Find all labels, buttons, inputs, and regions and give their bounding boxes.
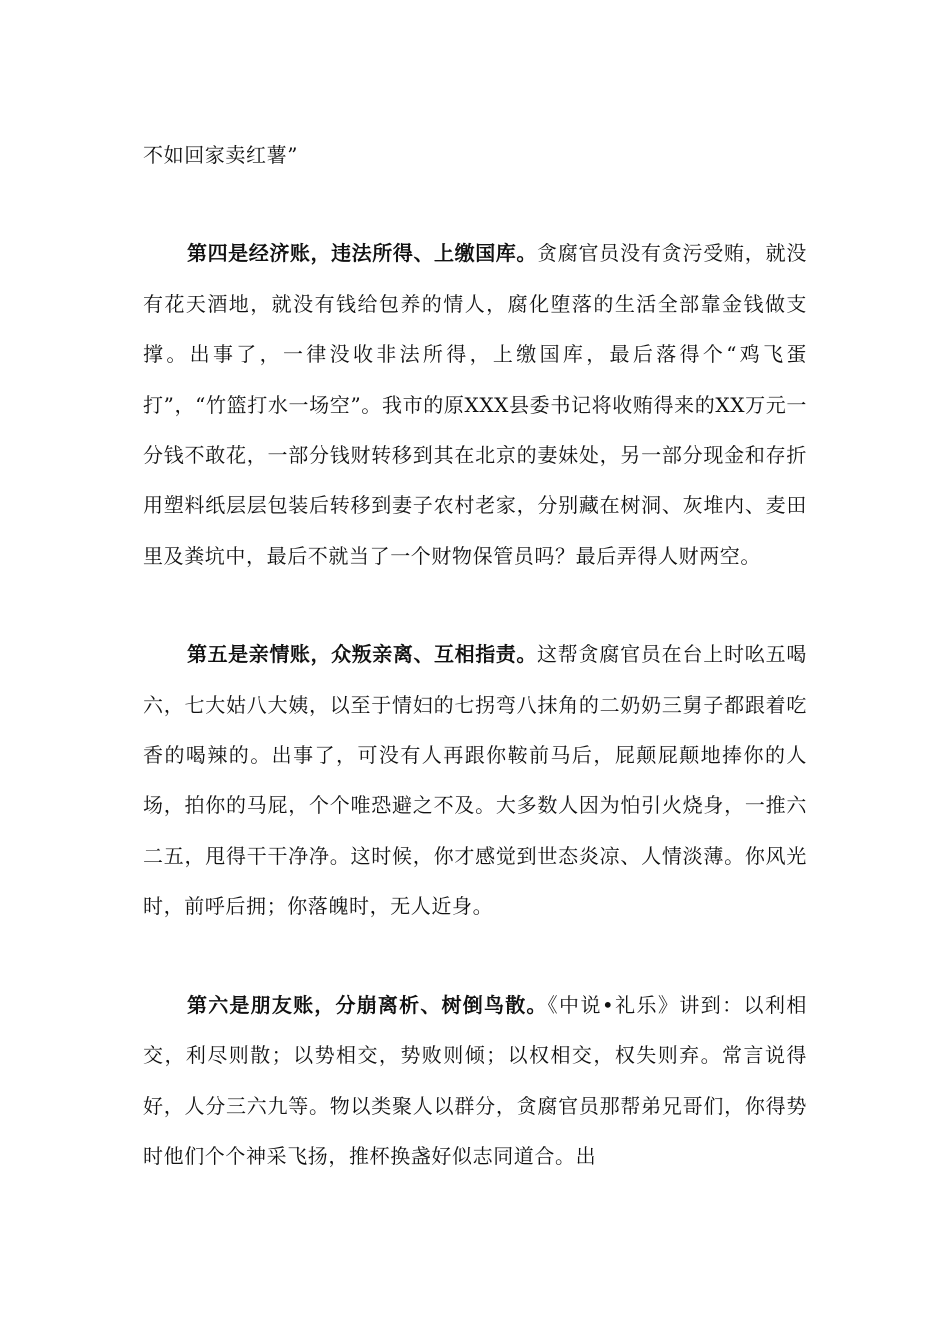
- paragraph-economic-account: [143, 228, 807, 581]
- paragraph-friends-account: [143, 980, 807, 1182]
- paragraph-heading: 第五是亲情账，众叛亲离、互相指责。: [187, 642, 537, 667]
- document-body: [143, 130, 807, 1181]
- paragraph-text: 这帮贪腐官员在台上时吆五喝六，七大姑八大姨，以至于情妇的七拐弯八抹角的二奶奶三舅子都跟着吃香的喝辣的。出事了，可没有人再跟你鞍前马后，屁颠屁颠地捧你的人场，拍你的马屁，个个唯恐避之不及。大多数人因为怕引火烧身，一推六二五，甩得干干净净。这时候，你才感觉到世态炎凉、人情淡薄。你风光时，前呼后拥；你落魄时，无人近身。: [143, 642, 807, 919]
- paragraph-heading: 第四是经济账，违法所得、上缴国库。: [187, 241, 537, 266]
- paragraph-text: 《中说•礼乐》讲到：以利相交，利尽则散；以势相交，势败则倾；以权相交，权失则弃。常言说得好，人分三六九等。物以类聚人以群分，贪腐官员那帮弟兄哥们，你得势时他们个个神采飞扬，推杯换盏好似志同道合。出: [143, 992, 807, 1168]
- paragraph-heading: 第六是朋友账，分崩离析、树倒鸟散。: [187, 992, 548, 1017]
- paragraph-continuation: [143, 130, 807, 180]
- paragraph-text: 不如回家卖红薯”: [143, 143, 299, 167]
- paragraph-family-account: [143, 629, 807, 931]
- paragraph-text: 贪腐官员没有贪污受贿，就没有花天酒地，就没有钱给包养的情人，腐化堕落的生活全部靠金钱做支撑。出事了，一律没收非法所得，上缴国库，最后落得个“鸡飞蛋打”，“竹篮打水一场空”。我市的原XXX县委书记将收贿得来的XX万元一分钱不敢花，一部分钱财转移到其在北京的妻妹处，另一部分现金和存折用塑料纸层层包装后转移到妻子农村老家，分别藏在树洞、灰堆内、麦田里及粪坑中，最后不就当了一个财物保管员吗？最后弄得人财两空。: [143, 241, 807, 568]
